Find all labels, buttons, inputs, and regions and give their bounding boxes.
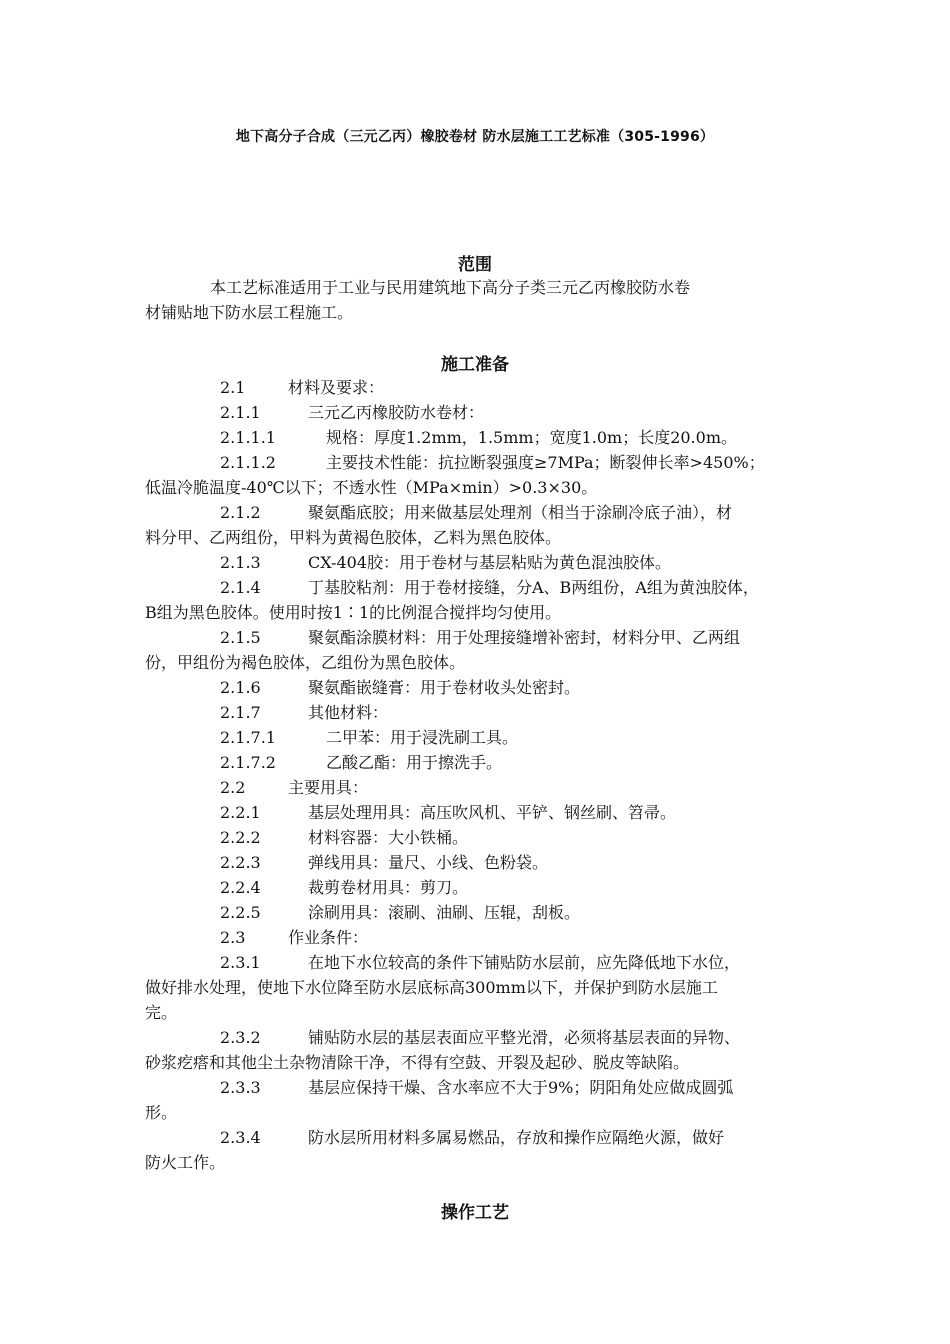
item-number: 2.2.1	[220, 803, 261, 822]
item-2-2-3	[220, 850, 548, 875]
item-2-1-1	[220, 400, 484, 425]
item-2-3	[220, 925, 368, 950]
item-text: CX-404胶：用于卷材与基层粘贴为黄色混浊胶体。	[308, 553, 672, 572]
item-number: 2.3.1	[220, 953, 261, 972]
item-text: 聚氨酯涂膜材料：用于处理接缝增补密封，材料分甲、乙两组	[308, 628, 741, 647]
item-number: 2.1	[220, 378, 246, 397]
item-number: 2.3.3	[220, 1078, 261, 1097]
item-2-1-7-2	[220, 750, 502, 775]
item-text: 材料及要求：	[288, 378, 385, 397]
item-text: 基层应保持干燥、含水率应不大于9%；阴阳角处应做成圆弧	[308, 1078, 734, 1097]
item-number: 2.2.5	[220, 903, 261, 922]
item-2-1-3	[220, 550, 671, 575]
item-2-3-2-cont: 砂浆疙瘩和其他尘土杂物清除干净，不得有空鼓、开裂及起砂、脱皮等缺陷。	[145, 1053, 690, 1072]
item-2-3-3	[220, 1075, 733, 1100]
item-number: 2.3	[220, 928, 246, 947]
item-number: 2.3.2	[220, 1028, 261, 1047]
item-number: 2.1.2	[220, 503, 261, 522]
item-text: 铺贴防水层的基层表面应平整光滑，必须将基层表面的异物、	[308, 1028, 741, 1047]
item-number: 2.2	[220, 778, 246, 797]
item-2-1-4-cont: B组为黑色胶体。使用时按1∶1的比例混合搅拌均匀使用。	[145, 603, 562, 622]
section-heading-ops: 操作工艺	[441, 1203, 509, 1223]
item-number: 2.1.1.2	[220, 453, 276, 472]
item-2-2-5	[220, 900, 580, 925]
item-number: 2.3.4	[220, 1128, 261, 1147]
item-2-1-5-cont: 份，甲组份为褐色胶体，乙组份为黑色胶体。	[145, 653, 466, 672]
item-number: 2.1.1.1	[220, 428, 276, 447]
item-2-1-1-1	[220, 425, 737, 450]
item-2-2-2	[220, 825, 468, 850]
item-2-1-6	[220, 675, 580, 700]
item-2-1-5	[220, 625, 740, 650]
item-2-3-1-cont2: 完。	[145, 1003, 178, 1022]
item-text: 基层处理用具：高压吹风机、平铲、钢丝刷、笤帚。	[308, 803, 677, 822]
section-heading-prep: 施工准备	[441, 355, 509, 375]
item-number: 2.1.6	[220, 678, 261, 697]
item-2-1	[220, 375, 384, 400]
item-text: 二甲苯：用于浸洗刷工具。	[326, 728, 519, 747]
item-number: 2.2.4	[220, 878, 261, 897]
item-2-1-7-1	[220, 725, 518, 750]
item-2-3-4	[220, 1125, 724, 1150]
section-heading-scope: 范围	[458, 255, 492, 275]
item-text: 作业条件：	[288, 928, 369, 947]
item-2-1-2-cont: 料分甲、乙两组份，甲料为黄褐色胶体，乙料为黑色胶体。	[145, 528, 562, 547]
item-text: 主要技术性能：抗拉断裂强度≥7MPa；断裂伸长率>450%；	[326, 453, 765, 472]
item-2-2	[220, 775, 368, 800]
item-number: 2.1.3	[220, 553, 261, 572]
item-text: 材料容器：大小铁桶。	[308, 828, 469, 847]
item-text: 丁基胶粘剂：用于卷材接缝，分A、B两组份，A组为黄浊胶体，	[308, 578, 759, 597]
item-number: 2.1.1	[220, 403, 261, 422]
item-number: 2.1.7	[220, 703, 261, 722]
item-2-3-1	[220, 950, 740, 975]
item-2-1-1-2	[220, 450, 765, 475]
item-2-1-4	[220, 575, 759, 600]
item-text: 裁剪卷材用具：剪刀。	[308, 878, 469, 897]
item-number: 2.2.2	[220, 828, 261, 847]
item-2-1-7	[220, 700, 388, 725]
item-text: 防水层所用材料多属易燃品，存放和操作应隔绝火源，做好	[308, 1128, 725, 1147]
item-number: 2.1.5	[220, 628, 261, 647]
item-2-3-3-cont: 形。	[145, 1103, 178, 1122]
item-text: 主要用具：	[288, 778, 369, 797]
item-number: 2.1.4	[220, 578, 261, 597]
item-number: 2.2.3	[220, 853, 261, 872]
item-number: 2.1.7.2	[220, 753, 276, 772]
item-2-3-1-cont: 做好排水处理，使地下水位降至防水层底标高300mm以下，并保护到防水层施工	[145, 978, 718, 997]
item-text: 规格：厚度1.2mm，1.5mm；宽度1.0m；长度20.0m。	[326, 428, 737, 447]
scope-line-1: 本工艺标准适用于工业与民用建筑地下高分子类三元乙丙橡胶防水卷	[210, 278, 691, 297]
item-2-2-1	[220, 800, 676, 825]
item-2-1-1-2-cont: 低温冷脆温度-40℃以下；不透水性（MPa×min）>0.3×30。	[145, 478, 598, 497]
item-text: 在地下水位较高的条件下铺贴防水层前，应先降低地下水位，	[308, 953, 741, 972]
item-2-1-2	[220, 500, 732, 525]
item-text: 弹线用具：量尺、小线、色粉袋。	[308, 853, 549, 872]
scope-line-2: 材铺贴地下防水层工程施工。	[145, 303, 354, 322]
item-2-3-4-cont: 防火工作。	[145, 1153, 226, 1172]
item-text: 其他材料：	[308, 703, 389, 722]
item-2-2-4	[220, 875, 468, 900]
item-text: 涂刷用具：滚刷、油刷、压辊，刮板。	[308, 903, 581, 922]
document-title: 地下高分子合成（三元乙丙）橡胶卷材 防水层施工工艺标准（305-1996）	[235, 129, 715, 145]
item-text: 乙酸乙酯：用于擦洗手。	[326, 753, 503, 772]
item-text: 聚氨酯嵌缝膏：用于卷材收头处密封。	[308, 678, 581, 697]
item-text: 三元乙丙橡胶防水卷材：	[308, 403, 485, 422]
item-text: 聚氨酯底胶；用来做基层处理剂（相当于涂刷冷底子油），材	[308, 503, 733, 522]
item-2-3-2	[220, 1025, 740, 1050]
item-number: 2.1.7.1	[220, 728, 276, 747]
